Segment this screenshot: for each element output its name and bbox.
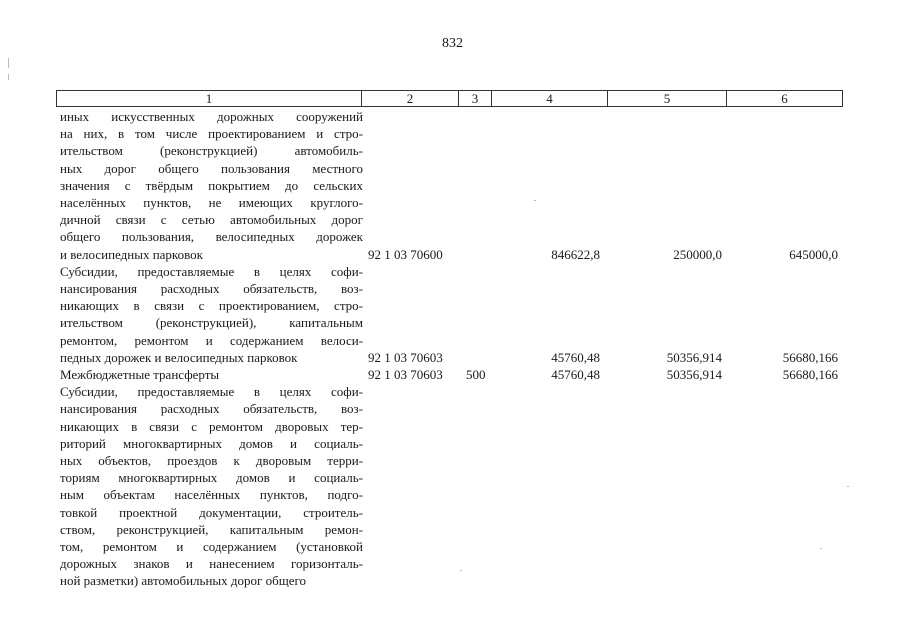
column-header-2: 2	[362, 91, 459, 106]
row-2-value-col-4: 45760,48	[551, 367, 600, 382]
row-0-value-col-5: 250000,0	[673, 246, 722, 262]
scan-speck	[8, 74, 9, 80]
row-3-text-line: ным объектам населённых пунктов, подго-	[60, 487, 363, 503]
row-0-text-line: ительством (реконструкцией) автомобиль-	[60, 143, 363, 159]
row-3-text-line: Субсидии, предоставляемые в целях софи-	[60, 384, 363, 400]
row-0-text-line: общего пользования, велосипедных дорожек	[60, 229, 363, 245]
row-2-value-col-6: 56680,166	[782, 367, 838, 382]
row-3-text-line: никающих в связи с ремонтом дворовых тер-	[60, 418, 363, 434]
row-3-text-line: ной разметки) автомобильных дорог общего	[60, 573, 307, 589]
row-0-text-line: и велосипедных парковок	[60, 246, 203, 262]
row-1-value-col-6: 56680,166	[782, 349, 838, 365]
row-0-text-line: иных искусственных дорожных сооружений	[60, 109, 363, 124]
scan-speck	[534, 200, 536, 201]
row-1-text-line: никающих в связи с проектированием, стро-	[60, 298, 363, 314]
row-2-value-col-5: 50356,914	[666, 367, 722, 382]
scan-speck	[460, 570, 462, 571]
column-header-4: 4	[492, 91, 608, 106]
row-2-text-line: Межбюджетные трансферты	[60, 367, 220, 382]
row-1-text-line: ремонтом, ремонтом и содержанием велоси-	[60, 332, 363, 348]
row-3-text-line: дорожных знаков и нанесением горизонталь-	[60, 556, 363, 572]
row-0-text-line: дичной связи с сетью автомобильных дорог	[60, 212, 363, 228]
scan-speck	[820, 548, 822, 549]
row-3-text-line: ством, реконструкцией, капитальным ремон-	[60, 521, 363, 537]
row-3-text-line: риторий многоквартирных домов и социаль-	[60, 435, 363, 451]
row-0-budget-code: 92 1 03 70600	[368, 246, 443, 262]
row-3-text-line: нансирования расходных обязательств, воз-	[60, 401, 363, 417]
row-0-text-line: значения с твёрдым покрытием до сельских	[60, 177, 363, 193]
row-3-text-line: ториям многоквартирных домов и социаль-	[60, 470, 363, 486]
row-1-budget-code: 92 1 03 70603	[368, 349, 443, 365]
row-1-text-line: ительством (реконструкцией), капитальным	[60, 315, 363, 331]
column-header-6: 6	[781, 91, 788, 106]
row-1-text-line: педных дорожек и велосипедных парковок	[60, 349, 298, 365]
row-0-value-col-4: 846622,8	[551, 246, 600, 262]
table-header	[56, 90, 843, 107]
row-0-text-line: на них, в том числе проектированием и стро-	[60, 126, 363, 142]
row-0-text-line: ных дорог общего пользования местного	[60, 160, 363, 176]
row-1-value-col-4: 45760,48	[551, 349, 600, 365]
row-3-text-line: товкой проектной документации, строитель-	[60, 504, 363, 520]
row-1-value-col-5: 50356,914	[666, 349, 722, 365]
row-0-text-line: населённых пунктов, не имеющих круглого-	[60, 195, 363, 210]
row-0-value-col-6: 645000,0	[789, 246, 838, 262]
row-1-text-line: Субсидии, предоставляемые в целях софи-	[60, 263, 363, 279]
row-2-budget-code: 92 1 03 70603	[368, 367, 443, 382]
column-header-3: 3	[459, 91, 492, 106]
scan-speck	[847, 486, 849, 487]
row-3-text-line: ных объектов, проездов к дворовым терри-	[60, 453, 363, 468]
row-3-text-line: том, ремонтом и содержанием (установкой	[60, 539, 363, 554]
row-2-expense-type: 500	[466, 367, 486, 382]
column-header-1: 1	[57, 91, 362, 106]
column-header-5: 5	[608, 91, 727, 106]
page-number: 832	[442, 36, 463, 51]
row-1-text-line: нансирования расходных обязательств, воз-	[60, 281, 363, 296]
scan-speck	[8, 58, 9, 68]
